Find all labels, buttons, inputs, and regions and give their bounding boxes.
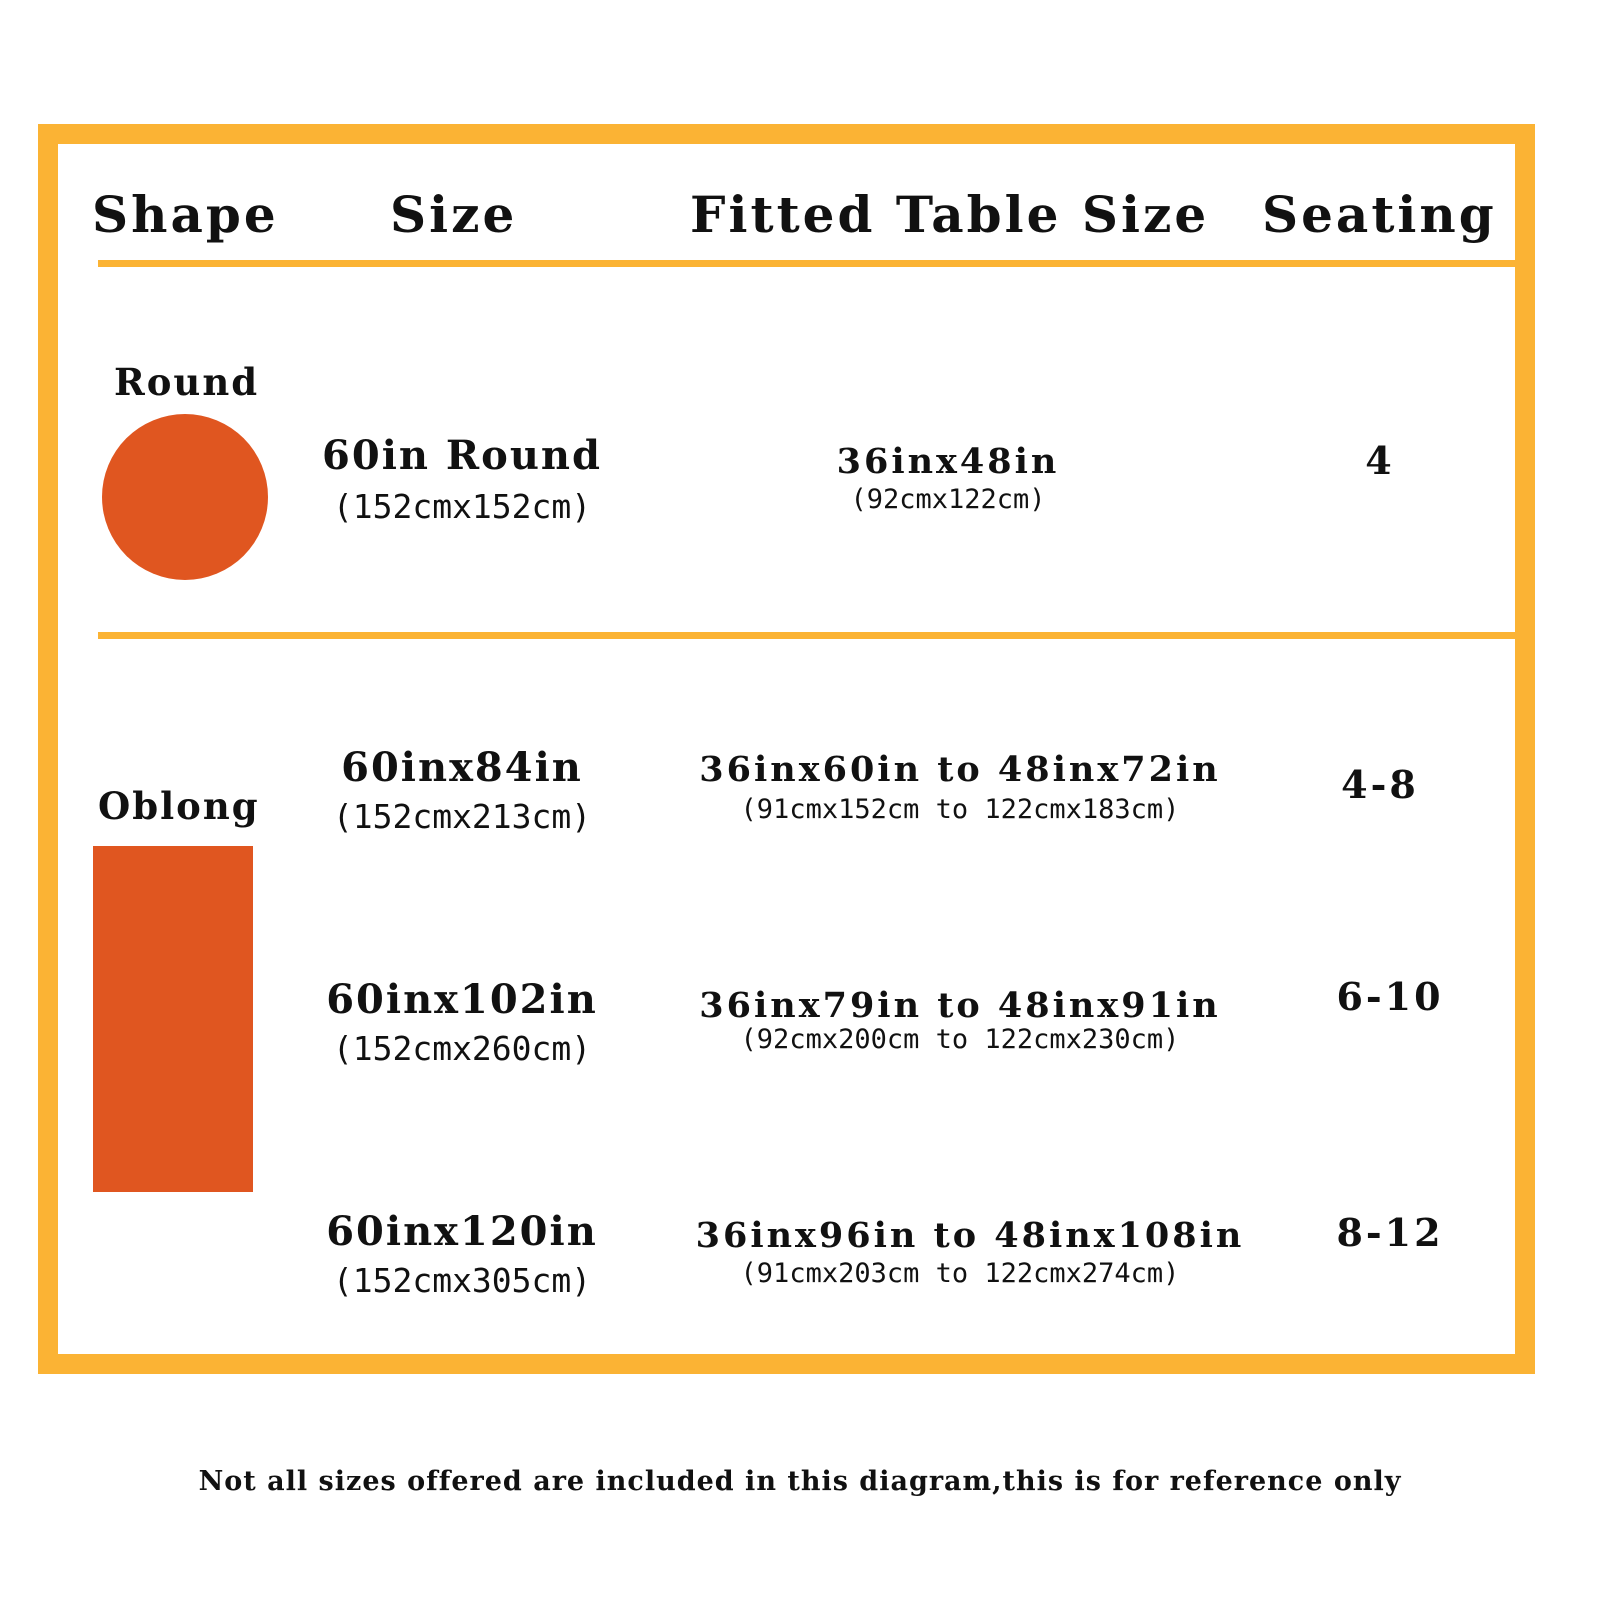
row-divider xyxy=(98,632,1516,639)
round-fitted-cm: (92cmx122cm) xyxy=(850,484,1046,515)
oblong-seating: 4-8 xyxy=(1341,762,1419,807)
oblong-shape-label: Oblong xyxy=(98,784,260,828)
oblong-fitted-in: 36inx96in to 48inx108in xyxy=(695,1215,1245,1256)
round-size-in: 60in Round xyxy=(322,432,602,479)
oblong-size-cm: (152cmx260cm) xyxy=(332,1029,592,1068)
oblong-size-cm: (152cmx305cm) xyxy=(332,1261,592,1300)
oblong-fitted-cm: (91cmx203cm to 122cmx274cm) xyxy=(740,1258,1180,1289)
header-seating: Seating xyxy=(1262,185,1497,244)
reference-footnote: Not all sizes offered are included in this diagram,this is for reference only xyxy=(198,1466,1402,1497)
round-size-cm: (152cmx152cm) xyxy=(332,487,592,526)
round-shape-label: Round xyxy=(114,360,260,404)
header-fitted-table-size: Fitted Table Size xyxy=(690,185,1210,244)
oblong-size-cm: (152cmx213cm) xyxy=(332,797,592,836)
oblong-size-in: 60inx120in xyxy=(326,1208,598,1255)
oblong-seating: 6-10 xyxy=(1336,974,1444,1019)
header-divider xyxy=(98,260,1516,267)
header-shape: Shape xyxy=(92,185,279,244)
oblong-fitted-cm: (92cmx200cm to 122cmx230cm) xyxy=(740,1024,1180,1055)
oblong-fitted-in: 36inx60in to 48inx72in xyxy=(699,749,1221,790)
header-size: Size xyxy=(390,185,518,244)
round-shape-icon xyxy=(102,414,268,580)
oblong-size-in: 60inx102in xyxy=(326,976,598,1023)
oblong-shape-icon xyxy=(93,846,253,1192)
round-fitted-in: 36inx48in xyxy=(836,441,1060,482)
round-seating: 4 xyxy=(1365,438,1395,483)
oblong-fitted-in: 36inx79in to 48inx91in xyxy=(699,985,1221,1026)
oblong-seating: 8-12 xyxy=(1336,1210,1444,1255)
oblong-size-in: 60inx84in xyxy=(341,744,583,791)
oblong-fitted-cm: (91cmx152cm to 122cmx183cm) xyxy=(740,794,1180,825)
